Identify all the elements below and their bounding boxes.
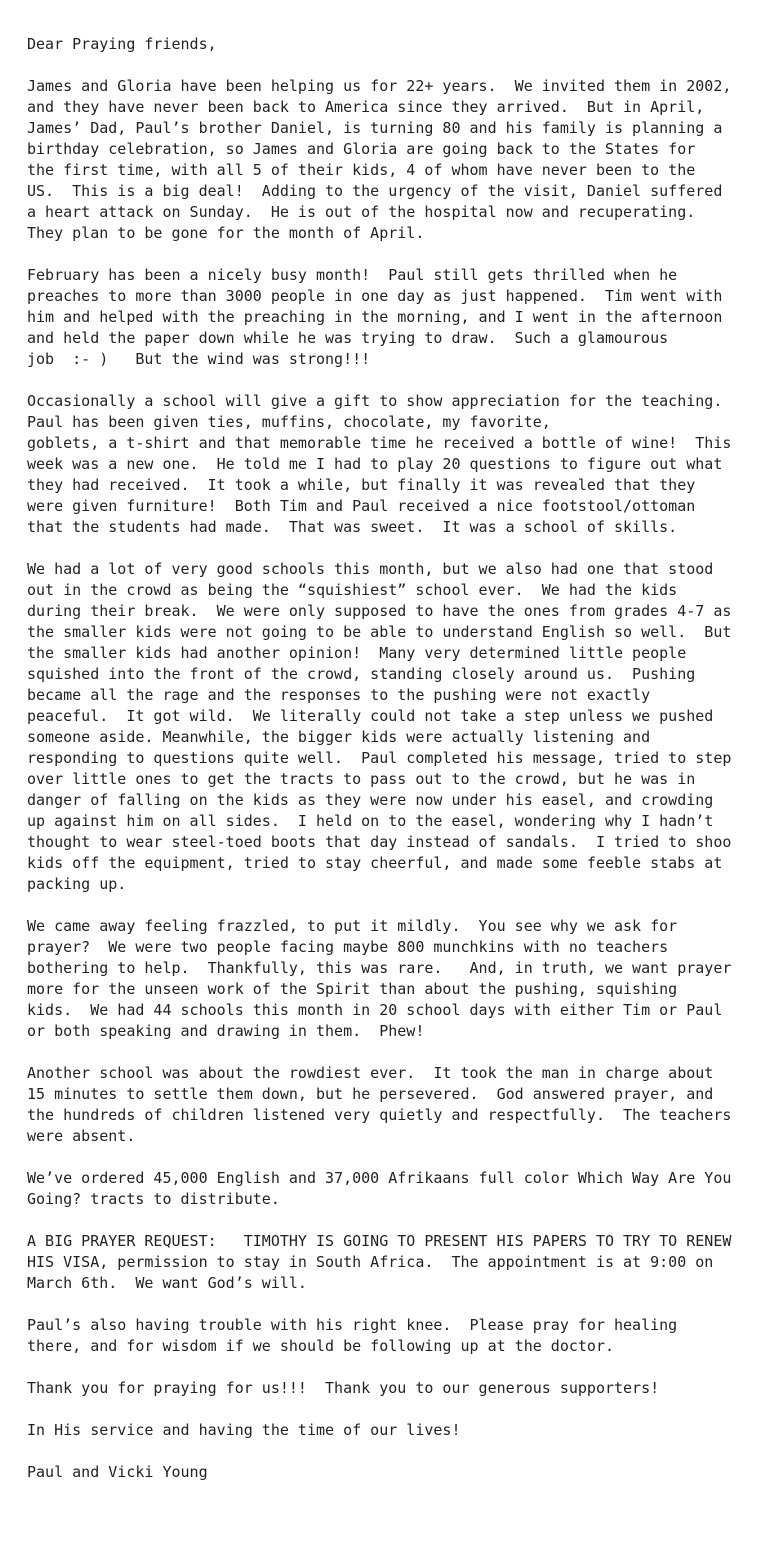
letter-line: We’ve ordered 45,000 English and 37,000 Afrikaans full color Which Way Are You [27, 1169, 732, 1187]
letter-line: the smaller kids had another opinion! Many very determined little people [27, 644, 687, 662]
letter-line: HIS VISA, permission to stay in South Africa. The appointment is at 9:00 on [27, 1253, 714, 1271]
letter-line: Paul has been given ties, muffins, chocolate, my favorite, [27, 413, 551, 431]
letter-line: a heart attack on Sunday. He is out of the hospital now and recuperating. [27, 203, 696, 221]
letter-line: the hundreds of children listened very quietly and respectfully. The teachers [27, 1106, 732, 1124]
letter-line: were given furniture! Both Tim and Paul received a nice footstool/ottoman [27, 497, 696, 515]
letter-line: job :- ) But the wind was strong!!! [27, 350, 371, 368]
blank-line [27, 1042, 747, 1063]
letter-line: Paul’s also having trouble with his right knee. Please pray for healing [27, 1316, 678, 1334]
blank-line [27, 1147, 747, 1168]
letter-line: Dear Praying friends, [27, 35, 217, 53]
letter-line: James and Gloria have been helping us for 22+ years. We invited them in 2002, [27, 77, 732, 95]
letter-line: during their break. We were only supposed to have the ones from grades 4-7 as [27, 602, 732, 620]
letter-body [27, 34, 747, 1483]
letter-line: the first time, with all 5 of their kids, 4 of whom have never been to the [27, 161, 696, 179]
blank-line [27, 1357, 747, 1378]
letter-line: him and helped with the preaching in the morning, and I went in the afternoon [27, 308, 723, 326]
letter-line: kids. We had 44 schools this month in 20 school days with either Tim or Paul [27, 1001, 723, 1019]
letter-line: birthday celebration, so James and Gloria are going back to the States for [27, 140, 696, 158]
letter-line: responding to questions quite well. Paul completed his message, tried to step [27, 749, 732, 767]
letter-line: up against him on all sides. I held on to the easel, wondering why I hadn’t [27, 812, 714, 830]
blank-line [27, 538, 747, 559]
letter-line: and held the paper down while he was trying to draw. Such a glamourous [27, 329, 669, 347]
blank-line [27, 55, 747, 76]
blank-line [27, 895, 747, 916]
letter-line: more for the unseen work of the Spirit than about the pushing, squishing [27, 980, 678, 998]
letter-line: thought to wear steel-toed boots that day instead of sandals. I tried to shoo [27, 833, 732, 851]
letter-line: In His service and having the time of our lives! [27, 1421, 461, 1439]
letter-line: February has been a nicely busy month! Paul still gets thrilled when he [27, 266, 678, 284]
letter-line: 15 minutes to settle them down, but he persevered. God answered prayer, and [27, 1085, 714, 1103]
blank-line [27, 370, 747, 391]
letter-line: danger of falling on the kids as they were now under his easel, and crowding [27, 791, 714, 809]
blank-line [27, 1210, 747, 1231]
letter-line: or both speaking and drawing in them. Phew! [27, 1022, 425, 1040]
letter-line: someone aside. Meanwhile, the bigger kids were actually listening and [27, 728, 651, 746]
letter-line: bothering to help. Thankfully, this was rare. And, in truth, we want prayer [27, 959, 732, 977]
letter-line: over little ones to get the tracts to pass out to the crowd, but he was in [27, 770, 696, 788]
letter-line: Occasionally a school will give a gift to show appreciation for the teaching. [27, 392, 723, 410]
blank-line [27, 1294, 747, 1315]
letter-line: and they have never been back to America since they arrived. But in April, [27, 98, 705, 116]
letter-line: kids off the equipment, tried to stay cheerful, and made some feeble stabs at [27, 854, 723, 872]
letter-line: A BIG PRAYER REQUEST: TIMOTHY IS GOING TO PRESENT HIS PAPERS TO TRY TO RENEW [27, 1232, 732, 1250]
letter-line: March 6th. We want God’s will. [27, 1274, 307, 1292]
blank-line [27, 244, 747, 265]
letter-line: They plan to be gone for the month of April. [27, 224, 425, 242]
letter-line: squished into the front of the crowd, standing closely around us. Pushing [27, 665, 696, 683]
letter-line: Going? tracts to distribute. [27, 1190, 280, 1208]
letter-line: out in the crowd as being the “squishiest” school ever. We had the kids [27, 581, 678, 599]
letter-line: became all the rage and the responses to the pushing were not exactly [27, 686, 651, 704]
letter-line: Thank you for praying for us!!! Thank you to our generous supporters! [27, 1379, 660, 1397]
letter-line: packing up. [27, 875, 127, 893]
letter-line: goblets, a t-shirt and that memorable time he received a bottle of wine! This [27, 434, 732, 452]
letter-line: Another school was about the rowdiest ever. It took the man in charge about [27, 1064, 714, 1082]
letter-line: they had received. It took a while, but finally it was revealed that they [27, 476, 696, 494]
letter-line: We came away feeling frazzled, to put it mildly. You see why we ask for [27, 917, 678, 935]
letter-line: Paul and Vicki Young [27, 1463, 208, 1481]
letter-line: James’ Dad, Paul’s brother Daniel, is turning 80 and his family is planning a [27, 119, 723, 137]
letter-line: We had a lot of very good schools this month, but we also had one that stood [27, 560, 714, 578]
letter-line: peaceful. It got wild. We literally could not take a step unless we pushed [27, 707, 714, 725]
letter-line: that the students had made. That was sweet. It was a school of skills. [27, 518, 678, 536]
letter-line: the smaller kids were not going to be able to understand English so well. But [27, 623, 732, 641]
blank-line [27, 1399, 747, 1420]
blank-line [27, 1441, 747, 1462]
letter-line: prayer? We were two people facing maybe 800 munchkins with no teachers [27, 938, 669, 956]
letter-line: were absent. [27, 1127, 136, 1145]
letter-line: preaches to more than 3000 people in one day as just happened. Tim went with [27, 287, 723, 305]
letter-line: US. This is a big deal! Adding to the urgency of the visit, Daniel suffered [27, 182, 723, 200]
letter-line: week was a new one. He told me I had to play 20 questions to figure out what [27, 455, 723, 473]
letter-line: there, and for wisdom if we should be following up at the doctor. [27, 1337, 614, 1355]
